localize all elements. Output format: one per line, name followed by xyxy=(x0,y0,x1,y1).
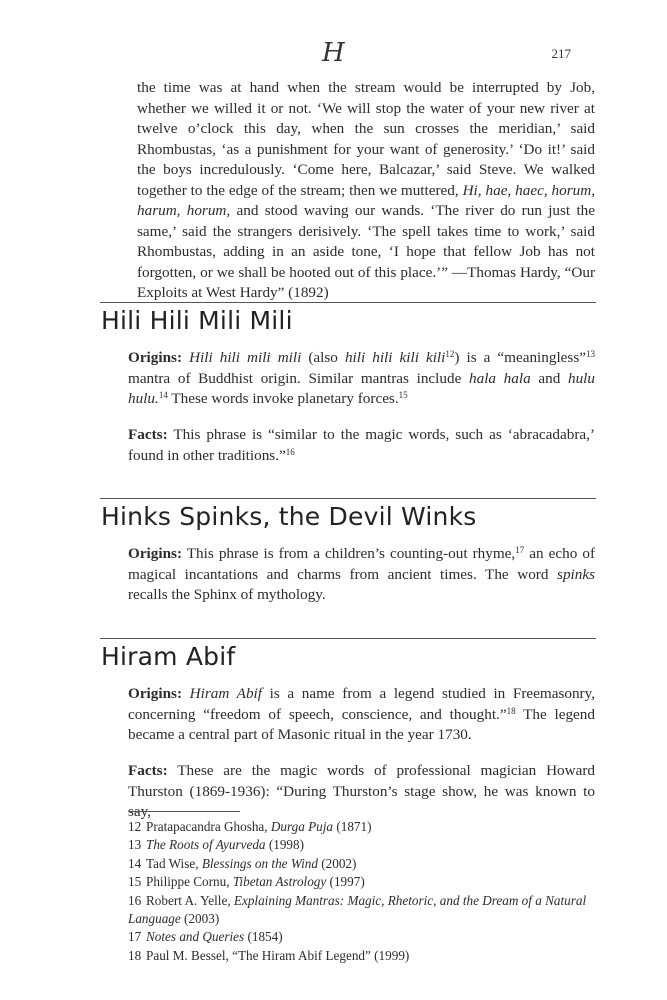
text: an echo of magical incantations and charms from ancient times. The word xyxy=(128,545,596,583)
footnote-text: (2002) xyxy=(317,855,357,871)
footnote-text: (1854) xyxy=(244,929,283,945)
footnote-ref[interactable]: 13 xyxy=(586,349,595,359)
facts-label: Facts: xyxy=(128,762,168,779)
footnote-number: 12 xyxy=(128,819,142,834)
footnote-number: 13 xyxy=(128,837,142,853)
page-number: 217 xyxy=(551,46,571,61)
footnote-number: 16 xyxy=(128,892,142,908)
footnote-text: Philippe Cornu, xyxy=(146,874,233,890)
term: spinks xyxy=(557,565,595,583)
text: is a name from a legend studied in Freemasonry, concerning “freedom of speech, conscience, and thought.” xyxy=(128,685,596,723)
mantra: hala hala xyxy=(469,369,531,387)
footnote-number: 17 xyxy=(128,929,142,945)
quote-text-after: and stood waving our wands. ‘The river do run just the same,’ said the strangers derisively. ‘The spell takes time to work,’ said Rhombustas, adding in an aside tone, ‘I hope that fellow Job has not forgotten, or we shall be hooted out of this place.’” —Thomas Hardy, “Our Exploits at West Hardy” (1892) xyxy=(137,202,595,301)
text: (also xyxy=(301,349,345,366)
origins-paragraph xyxy=(128,348,595,410)
footnote-text: Pratapacandra Ghosha, xyxy=(146,819,271,834)
footnote-text: Robert A. Yelle, xyxy=(146,892,234,908)
text: This phrase is from a children’s counting-out rhyme, xyxy=(182,545,516,562)
footnote xyxy=(128,855,595,873)
text: This phrase is “similar to the magic words, such as ‘abracadabra,’ found in other traditions.” xyxy=(128,426,595,464)
footnote-text: (1997) xyxy=(326,874,365,890)
footnote-title: Tibetan Astrology xyxy=(232,874,327,890)
footnote-number: 15 xyxy=(128,874,142,890)
quote-text-before: the time was at hand when the stream would be interrupted by Job, whether we willed it or not. ‘We will stop the water of your new river at twelve o’clock this day, when the sun crosses the meridian,’ said Rhombustas, ‘as a punishment for your want of generosity.’ ‘Do it!’ said the boys incredulously. ‘Come here, Balcazar,’ said Steve. We walked together to the edge of the stream; then we muttered, xyxy=(137,79,595,199)
footnote-text: Paul M. Bessel, “The Hiram Abif Legend” (1999) xyxy=(146,947,410,963)
footnote-ref[interactable]: 12 xyxy=(445,349,455,359)
text: and xyxy=(530,369,568,387)
section-letter: H xyxy=(322,38,345,68)
footnote-number: 18 xyxy=(128,947,142,963)
footnote-text: Tad Wise, xyxy=(146,855,202,871)
footnote-number: 14 xyxy=(128,855,142,871)
footnote-title: Explaining Mantras: Magic, Rhetoric, and the Dream of a Natural Language xyxy=(128,892,587,927)
entry-title: Hiram Abif xyxy=(101,642,236,671)
footnote-title: The Roots of Ayurveda xyxy=(146,837,266,853)
footnote xyxy=(128,928,595,946)
running-head xyxy=(0,38,667,68)
facts-paragraph xyxy=(128,761,595,823)
footnote-ref[interactable]: 17 xyxy=(515,545,525,555)
footnote-text: (1998) xyxy=(265,837,304,853)
facts-label: Facts: xyxy=(128,426,168,443)
footnote-title: Blessings on the Wind xyxy=(201,855,318,871)
mantra: hulu hulu. xyxy=(128,369,595,407)
footnote-ref[interactable]: 16 xyxy=(285,446,295,457)
entry-divider xyxy=(100,498,596,499)
entry-divider xyxy=(100,638,596,639)
footnotes xyxy=(128,818,595,965)
quote-incantation: Hi, hae, haec, horum, harum, horum, xyxy=(137,181,595,219)
footnote-text: (1871) xyxy=(333,819,372,834)
footnote xyxy=(128,873,595,891)
origins-paragraph xyxy=(128,544,595,606)
footnote-text: (2003) xyxy=(180,911,220,927)
footnote-ref[interactable]: 18 xyxy=(506,705,516,716)
term: Hiram Abif xyxy=(189,685,262,702)
entry-title: Hili Hili Mili Mili xyxy=(101,306,293,335)
text: recalls the Sphinx of mythology. xyxy=(128,586,326,603)
text: mantra of Buddhist origin. Similar mantras include xyxy=(128,369,469,387)
origins-label: Origins: xyxy=(128,685,183,702)
footnote-divider xyxy=(128,811,240,812)
footnote-ref[interactable]: 15 xyxy=(398,390,408,400)
term-alt: hili hili kili kili xyxy=(344,349,446,366)
footnote xyxy=(128,947,595,965)
origins-label: Origins: xyxy=(128,349,183,366)
text: These are the magic words of professional magician Howard Thurston (1869-1936): “During Thurston’s stage show, he was known to say, xyxy=(128,762,595,820)
facts-paragraph xyxy=(128,425,595,466)
footnote xyxy=(128,836,595,854)
quote-paragraph xyxy=(137,78,595,304)
origins-label: Origins: xyxy=(128,545,183,562)
footnote-ref[interactable]: 14 xyxy=(158,390,168,400)
footnote xyxy=(128,818,595,836)
footnote xyxy=(128,892,595,929)
footnote-title: Durga Puja xyxy=(270,819,334,834)
entry-divider xyxy=(100,302,596,303)
footnote-title: Notes and Queries xyxy=(146,929,245,945)
text: These words invoke planetary forces. xyxy=(167,390,399,407)
text: ) is a “meaningless” xyxy=(454,349,586,366)
term: Hili hili mili mili xyxy=(189,349,302,366)
entry-title: Hinks Spinks, the Devil Winks xyxy=(101,502,477,531)
origins-paragraph xyxy=(128,684,595,746)
text: The legend became a central part of Masonic ritual in the year 1730. xyxy=(128,705,595,743)
